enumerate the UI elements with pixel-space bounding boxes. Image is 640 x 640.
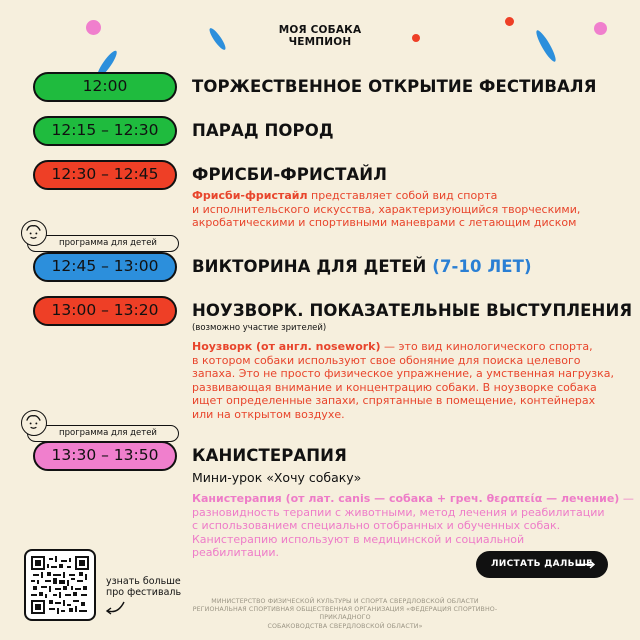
event-title-text: ВИКТОРИНА ДЛЯ ДЕТЕЙ: [192, 257, 427, 276]
description-line: с использованием специально отобранных и обученных собак.: [192, 519, 561, 533]
event-subtitle: Мини-урок «Хочу собаку»: [192, 470, 362, 485]
qr-code-graphic: [31, 556, 89, 614]
blue-stroke-decoration: [534, 28, 559, 63]
footer-line: СОБАКОВОДСТВА СВЕРДЛОВСКОЙ ОБЛАСТИ»: [267, 622, 423, 630]
next-page-label: ЛИСТАТЬ ДАЛЬШЕ: [491, 559, 593, 569]
description-term: Фрисби-фристайл: [192, 189, 308, 202]
event-title: [192, 257, 532, 276]
time-pill: 13:30 – 13:50: [33, 441, 177, 471]
description-line: реабилитации.: [192, 546, 280, 560]
logo-line-1: МОЯ СОБАКА: [278, 24, 362, 36]
description-line: — это вид кинологического спорта,: [380, 340, 593, 353]
description-term: Канистерапия (от лат. canis — собака + греч. θεραπεία — лечение): [192, 492, 620, 505]
description-line: в котором собаки используют свое обоняние для поиска целевого: [192, 353, 581, 367]
description-term: Ноузворк (от англ. nosework): [192, 340, 381, 353]
footer-organizers: [190, 598, 500, 631]
next-page-button[interactable]: [476, 551, 608, 578]
event-description: [192, 340, 614, 422]
pink-dot-decoration: [86, 20, 101, 35]
kids-program-tag: программа для детей: [27, 235, 179, 252]
child-face-icon: [21, 220, 47, 246]
curved-arrow-icon: [104, 600, 126, 616]
qr-label-line-1: узнать больше: [106, 576, 181, 587]
event-title: ТОРЖЕСТВЕННОЕ ОТКРЫТИЕ ФЕСТИВАЛЯ: [192, 77, 597, 96]
kids-program-tag: программа для детей: [27, 425, 179, 442]
footer-line: МИНИСТЕРСТВО ФИЗИЧЕСКОЙ КУЛЬТУРЫ И СПОРТА СВЕРДЛОВСКОЙ ОБЛАСТИ: [211, 598, 479, 605]
description-line: запаха. Это не просто физическое упражнение, а умственная нагрузка,: [192, 367, 614, 381]
time-pill: 12:00: [33, 72, 177, 102]
description-line: Канистерапию используют в медицинской и социальной: [192, 532, 525, 546]
description-line: и исполнительского искусства, характеризующийся творческими,: [192, 202, 581, 216]
event-title: КАНИСТЕРАПИЯ: [192, 446, 347, 465]
child-face-icon: [21, 410, 47, 436]
event-title: ФРИСБИ-ФРИСТАЙЛ: [192, 165, 388, 184]
qr-label: [106, 576, 181, 598]
description-line: —: [619, 492, 634, 505]
description-line: разновидность терапии с животными, метод лечения и реабилитации: [192, 505, 605, 519]
description-line: представляет собой вид спорта: [307, 189, 498, 202]
event-description: [192, 492, 634, 560]
logo-line-2: ЧЕМПИОН: [288, 36, 352, 48]
event-title: ПАРАД ПОРОД: [192, 121, 334, 140]
arrow-right-icon: [576, 560, 596, 569]
blue-stroke-decoration: [207, 26, 228, 51]
time-pill: 13:00 – 13:20: [33, 296, 177, 326]
description-line: ищет определенные запахи, спрятанные в помещение, контейнерах: [192, 394, 596, 408]
description-line: развивающая внимание и концентрацию собаки. В ноузворке собака: [192, 380, 597, 394]
description-line: или на открытом воздухе.: [192, 407, 345, 421]
red-dot-decoration: [505, 17, 514, 26]
pink-dot-decoration: [594, 22, 607, 35]
event-note: (возможно участие зрителей): [192, 323, 327, 333]
event-description: [192, 189, 580, 230]
festival-logo: [260, 24, 380, 48]
time-pill: 12:15 – 12:30: [33, 116, 177, 146]
time-pill: 12:45 – 13:00: [33, 252, 177, 282]
description-line: акробатическими и спортивными маневрами с летающим диском: [192, 216, 577, 230]
qr-code[interactable]: [24, 549, 96, 621]
red-dot-decoration: [412, 34, 420, 42]
footer-line: РЕГИОНАЛЬНАЯ СПОРТИВНАЯ ОБЩЕСТВЕННАЯ ОРГАНИЗАЦИЯ «ФЕДЕРАЦИЯ СПОРТИВНО-ПРИКЛАДНОГО: [192, 606, 498, 622]
qr-label-line-2: про фестиваль: [106, 587, 182, 598]
event-title: НОУЗВОРК. ПОКАЗАТЕЛЬНЫЕ ВЫСТУПЛЕНИЯ: [192, 301, 633, 320]
time-pill: 12:30 – 12:45: [33, 160, 177, 190]
event-title-age: (7-10 ЛЕТ): [432, 257, 532, 276]
